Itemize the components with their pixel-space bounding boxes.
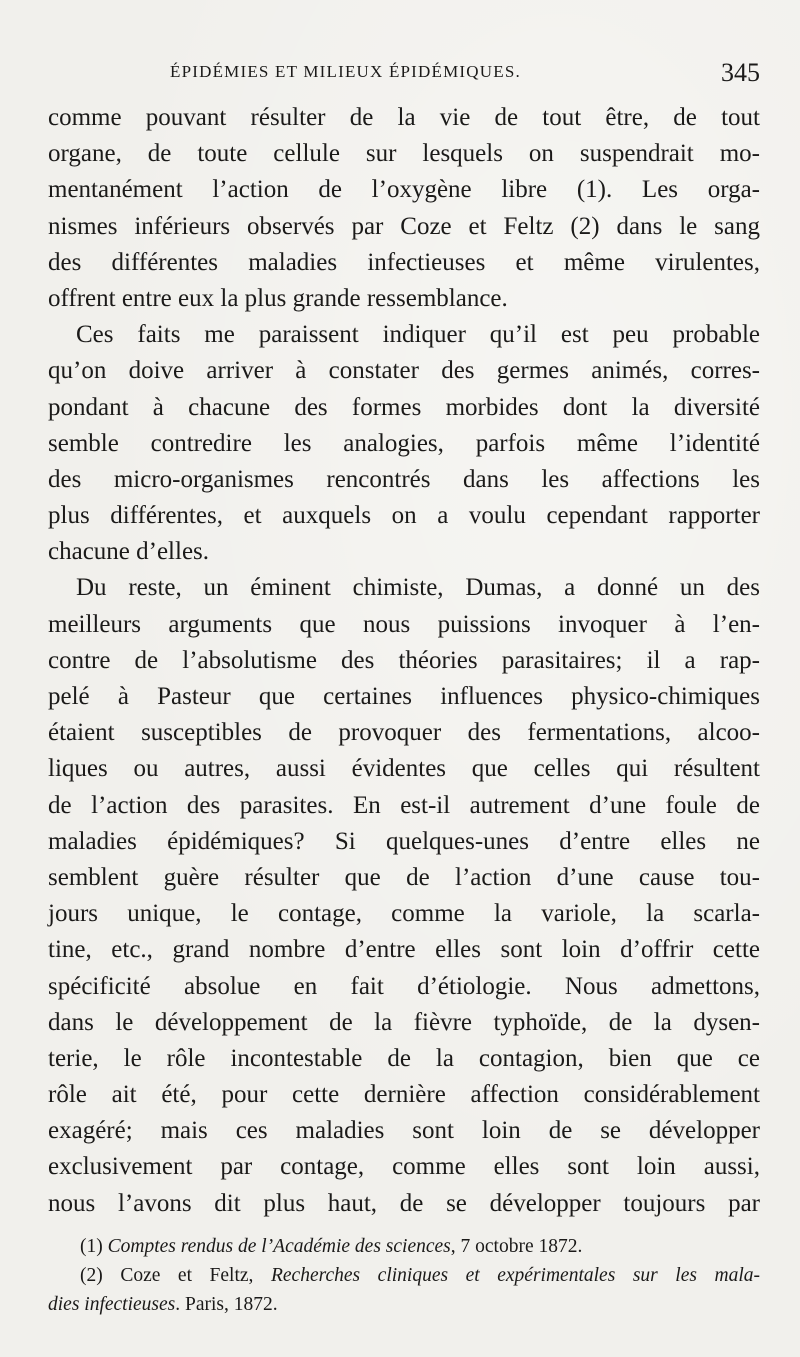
text-line: qu’on doive arriver à constater des germes animés, corres- <box>48 357 760 385</box>
footnote-2-title-end: dies infectieuses <box>48 1294 176 1315</box>
running-title: ÉPIDÉMIES ET MILIEUX ÉPIDÉMIQUES. <box>170 62 521 81</box>
text-line: organe, de toute cellule sur lesquels on suspendrait mo- <box>48 140 760 168</box>
text-line: tine, etc., grand nombre d’entre elles sont loin d’offrir cette <box>48 936 760 964</box>
text-line: semblent guère résulter que de l’action d’une cause tou- <box>48 863 760 891</box>
text-line: Du reste, un éminent chimiste, Dumas, a donné un des <box>76 574 760 602</box>
footnote-1-title: Comptes rendus de l’Académie des sciences <box>107 1236 451 1257</box>
page-number: 345 <box>721 58 760 87</box>
text-line: de l’action des parasites. En est-il autrement d’une foule de <box>48 791 760 819</box>
text-line: chacune d’elles. <box>48 538 210 566</box>
text-line: des micro-organismes rencontrés dans les affections les <box>48 465 760 493</box>
text-line: meilleurs arguments que nous puissions invoquer à l’en- <box>48 610 760 638</box>
text-line: exclusivement par contage, comme elles sont loin aussi, <box>48 1153 760 1181</box>
footnote-2-continued <box>48 1290 760 1319</box>
text-line: spécificité absolue en fait d’étiologie. Nous admettons, <box>48 972 760 1000</box>
footnote-2-marker: (2) <box>80 1265 103 1286</box>
footnote-2-title: Recherches cliniques et expérimentales sur les mala- <box>270 1265 761 1286</box>
text-line: semble contredire les analogies, parfois même l’identité <box>48 429 760 457</box>
text-line: nous l’avons dit plus haut, de se développer toujours par <box>48 1189 760 1217</box>
text-line: contre de l’absolutisme des théories parasitaires; il a rap- <box>48 646 760 674</box>
text-line: terie, le rôle incontestable de la contagion, bien que ce <box>48 1044 760 1072</box>
footnote-1-rest: , 7 octobre 1872. <box>450 1236 583 1257</box>
footnote-1 <box>48 1232 760 1261</box>
text-line: plus différentes, et auxquels on a voulu cependant rapporter <box>48 502 760 530</box>
footnotes <box>48 1232 760 1319</box>
text-line: des différentes maladies infectieuses et même virulentes, <box>48 248 760 276</box>
text-line: jours unique, le contage, comme la variole, la scarla- <box>48 900 760 928</box>
text-line: comme pouvant résulter de la vie de tout être, de tout <box>48 104 760 131</box>
footnote-2 <box>48 1261 760 1290</box>
page-header <box>170 60 760 90</box>
text-line: étaient susceptibles de provoquer des fermentations, alcoo- <box>48 719 760 747</box>
text-line: maladies épidémiques? Si quelques-unes d’entre elles ne <box>48 827 760 855</box>
text-line: Ces faits me paraissent indiquer qu’il est peu probable <box>76 321 760 349</box>
text-line: pondant à chacune des formes morbides dont la diversité <box>48 393 760 421</box>
footnote-1-marker: (1) <box>80 1236 103 1257</box>
text-line: exagéré; mais ces maladies sont loin de se développer <box>48 1117 760 1145</box>
body-text <box>48 100 760 1222</box>
footnote-2-rest: . Paris, 1872. <box>175 1294 278 1315</box>
text-line: nismes inférieurs observés par Coze et Feltz (2) dans le sang <box>48 212 760 240</box>
text-line: offrent entre eux la plus grande ressemblance. <box>48 284 508 312</box>
footnote-2-authors: Coze et Feltz, <box>120 1265 254 1286</box>
text-line: pelé à Pasteur que certaines influences physico-chimiques <box>48 683 760 710</box>
text-line: liques ou autres, aussi évidentes que celles qui résultent <box>48 755 760 783</box>
text-line: mentanément l’action de l’oxygène libre (1). Les orga- <box>48 176 760 204</box>
text-line: rôle ait été, pour cette dernière affection considérablement <box>48 1081 760 1109</box>
text-line: dans le développement de la fièvre typhoïde, de la dysen- <box>48 1008 760 1036</box>
